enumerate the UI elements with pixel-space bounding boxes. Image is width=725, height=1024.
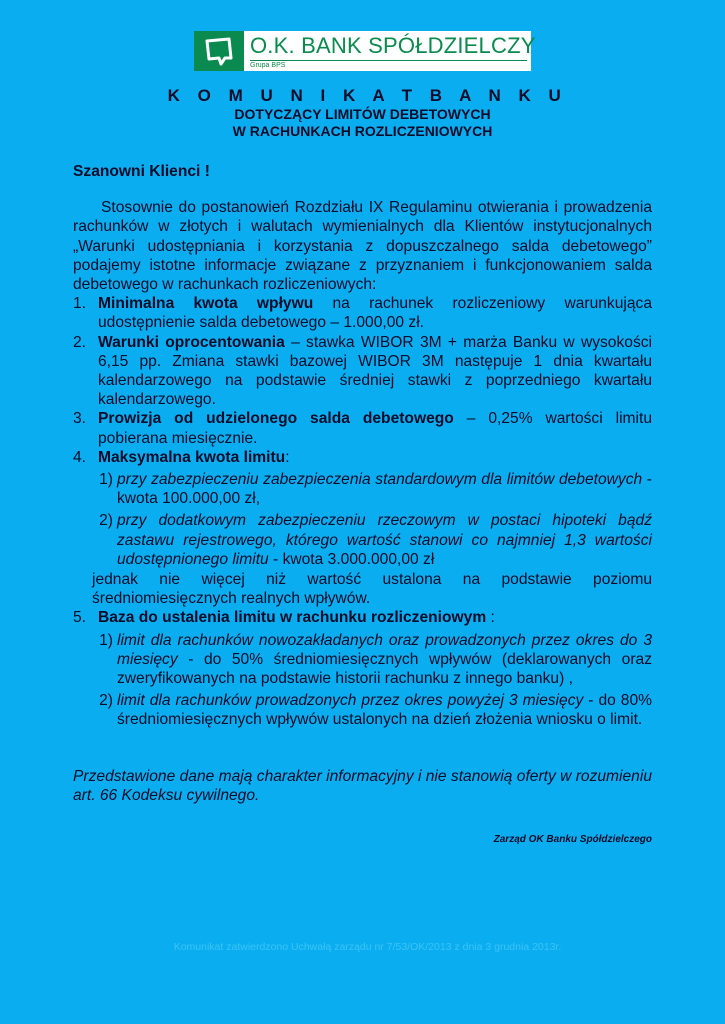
item-label: Prowizja od udzielonego salda debetowego: [98, 410, 454, 428]
bank-name: O.K. BANK SPÓŁDZIELCZY: [250, 33, 536, 58]
list-number: 4.: [73, 448, 87, 466]
list-number: 2.: [73, 333, 87, 351]
document-subtitle-1: DOTYCZĄCY LIMITÓW DEBETOWYCH: [234, 106, 491, 122]
bank-group: Grupa BPS: [250, 62, 286, 69]
list-item-1: [73, 294, 652, 332]
sub-item-plain: - do 80% średniomiesięcznych wpływów ustalonych na dzień złożenia wniosku o limit.: [117, 692, 652, 729]
document-header: [0, 86, 725, 140]
list-number: 3.: [73, 410, 87, 428]
list-item-5: [73, 608, 652, 627]
signature: Zarząd OK Banku Spółdzielczego: [493, 834, 652, 846]
sub-item-5-2: [73, 691, 652, 729]
list-number: 5.: [73, 609, 87, 627]
item-text: :: [285, 448, 290, 466]
list-item-3: [73, 409, 652, 447]
list-item-text: [98, 294, 652, 332]
intro-paragraph: Stosownie do postanowień Rozdziału IX Regulaminu otwierania i prowadzenia rachunków w złotych i walutach wymienialnych dla Klientów instytucjonalnych „Warunki udostępniania i korzystania z dopuszczalnego salda debetowego” podajemy istotne informacje związane z przyznaniem i funkcjonowaniem salda debetowego w rachunkach rozliczeniowych:: [73, 199, 652, 294]
sub-item-text: [117, 470, 652, 508]
item-label: Baza do ustalenia limitu w rachunku rozliczeniowym: [98, 609, 487, 627]
item-label: Warunki oprocentowania: [98, 333, 285, 351]
item-text: :: [486, 609, 495, 627]
list-number: 1.: [73, 295, 87, 313]
item-label: Maksymalna kwota limitu: [98, 448, 286, 466]
bank-logo: [194, 31, 536, 71]
item-label: Minimalna kwota wpływu: [98, 295, 314, 313]
document-subtitle-2: W RACHUNKACH ROZLICZENIOWYCH: [232, 123, 493, 139]
logo-text: [244, 31, 536, 71]
sub-item-italic: przy zabezpieczeniu zabezpieczenia standardowym dla limitów debetowych: [117, 471, 643, 489]
sub-item-plain: - do 50% średniomiesięcznych wpływów (deklarowanych oraz zweryfikowanych na podstawie historii rachunku z innego banku) ,: [117, 650, 652, 688]
sub-item-plain: - kwota 100.000,00 zł,: [117, 471, 652, 508]
sub-item-text: [117, 631, 652, 689]
greeting: Szanowni Klienci !: [73, 163, 210, 180]
sub-item-4-1: [73, 470, 652, 508]
sub-item-italic: limit dla rachunków nowozakładanych oraz prowadzonych przez okres do 3 miesięcy: [117, 631, 652, 668]
sub-number: 1): [99, 471, 113, 489]
list-item-text: [98, 333, 652, 410]
sub-item-5-1: [73, 631, 652, 689]
document-body: [73, 162, 652, 849]
limit-note: jednak nie więcej niż wartość ustalona na podstawie poziomu średniomiesięcznych realnych wpływów.: [92, 571, 652, 608]
sub-item-text: [117, 511, 652, 569]
sub-number: 2): [99, 512, 113, 530]
item-text: na rachunek rozliczeniowy warunkująca udostępnienie salda debetowego – 1.000,00 zł.: [98, 295, 652, 332]
bank-emblem-icon: [194, 31, 244, 71]
sub-item-4-2: [73, 511, 652, 569]
item-text: – 0,25% wartości limitu pobierana miesięcznie.: [98, 410, 652, 447]
disclaimer: Przedstawione dane mają charakter informacyjny i nie stanowią oferty w rozumieniu art. 66 Kodeksu cywilnego.: [73, 767, 652, 804]
approval-footer: Komunikat zatwierdzono Uchwałą zarządu nr 7/53/OK/2013 z dnia 3 grudnia 2013r.: [173, 941, 562, 953]
logo-divider: [250, 60, 527, 61]
sub-item-text: [117, 691, 652, 729]
item-text: – stawka WIBOR 3M + marża Banku w wysokości 6,15 pp. Zmiana stawki bazowej WIBOR 3M następuje 1 dnia kwartału kalendarzowego na podstawie średniej stawki z poprzedniego kwartału kalendarzowego.: [98, 333, 652, 409]
sub-number: 2): [99, 692, 113, 710]
list-item-text: [98, 608, 652, 627]
sub-number: 1): [99, 631, 113, 649]
list-item-4: [73, 448, 652, 467]
list-item-text: [98, 409, 652, 447]
list-item-2: [73, 333, 652, 410]
sub-item-italic: limit dla rachunków prowadzonych przez okres powyżej 3 miesięcy: [117, 692, 584, 710]
list-item-text: [98, 448, 652, 467]
document-title: K O M U N I K A T B A N K U: [167, 86, 568, 105]
sub-item-italic: przy dodatkowym zabezpieczeniu rzeczowym w postaci hipoteki bądź zastawu rejestrowego, którego wartość stanowi co najmniej 1,3 wartości udostępnionego limitu: [117, 512, 652, 568]
sub-item-plain: - kwota 3.000.000,00 zł: [268, 550, 435, 568]
